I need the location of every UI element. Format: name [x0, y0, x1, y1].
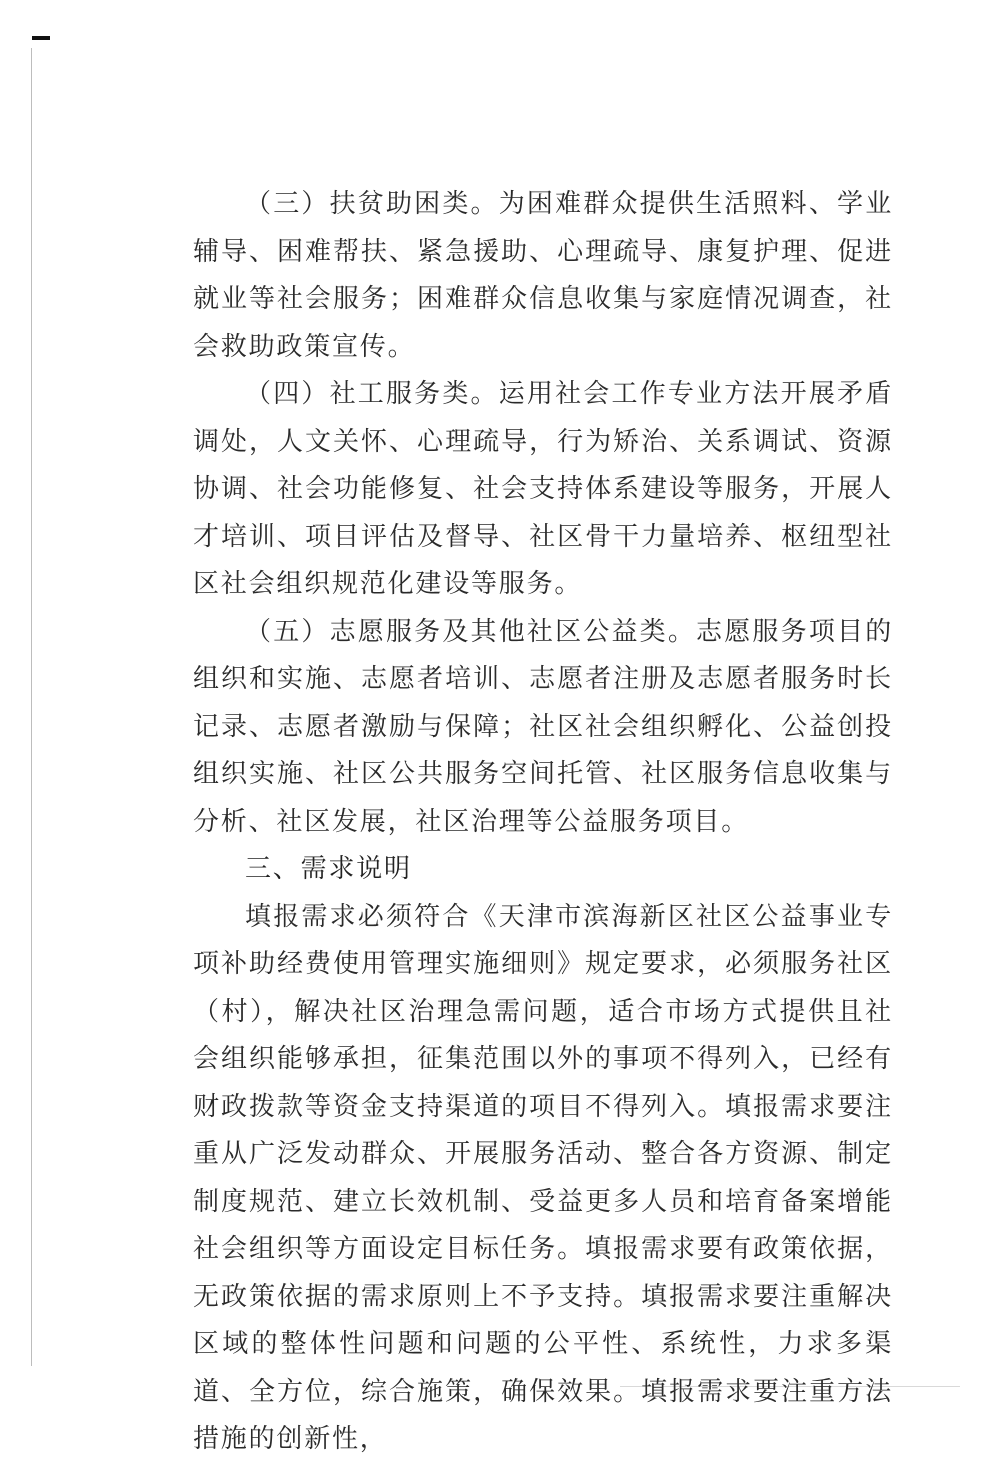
scan-left-edge [31, 48, 32, 1366]
scan-mark [32, 36, 50, 40]
paragraph-poverty-relief: （三）扶贫助困类。为困难群众提供生活照料、学业辅导、困难帮扶、紧急援助、心理疏导、康复护理、促进就业等社会服务；困难群众信息收集与家庭情况调查，社会救助政策宣传。 [193, 189, 893, 362]
paragraph-social-work: （四）社工服务类。运用社会工作专业方法开展矛盾调处，人文关怀、心理疏导，行为矫治、关系调试、资源协调、社会功能修复、社会支持体系建设等服务，开展人才培训、项目评估及督导、社区骨干力量培养、枢纽型社区社会组织规范化建设等服务。 [193, 379, 893, 599]
paragraph-volunteer-service: （五）志愿服务及其他社区公益类。志愿服务项目的组织和实施、志愿者培训、志愿者注册及志愿者服务时长记录、志愿者激励与保障；社区社会组织孵化、公益创投组织实施、社区公共服务空间托管、社区服务信息收集与分析、社区发展，社区治理等公益服务项目。 [193, 616, 893, 837]
document-body [193, 181, 893, 1464]
section-heading: 三、需求说明 [245, 854, 412, 884]
paragraph-requirements: 填报需求必须符合《天津市滨海新区社区公益事业专项补助经费使用管理实施细则》规定要求，必须服务社区（村），解决社区治理急需问题，适合市场方式提供且社会组织能够承担，征集范围以外的事项不得列入，已经有财政拨款等资金支持渠道的项目不得列入。填报需求要注重从广泛发动群众、开展服务活动、整合各方资源、制定制度规范、建立长效机制、受益更多人员和培育备案增能社会组织等方面设定目标任务。填报需求要有政策依据，无政策依据的需求原则上不予支持。填报需求要注重解决区域的整体性问题和问题的公平性、系统性，力求多渠道、全方位，综合施策，确保效果。填报需求要注重方法措施的创新性， [193, 901, 893, 1454]
